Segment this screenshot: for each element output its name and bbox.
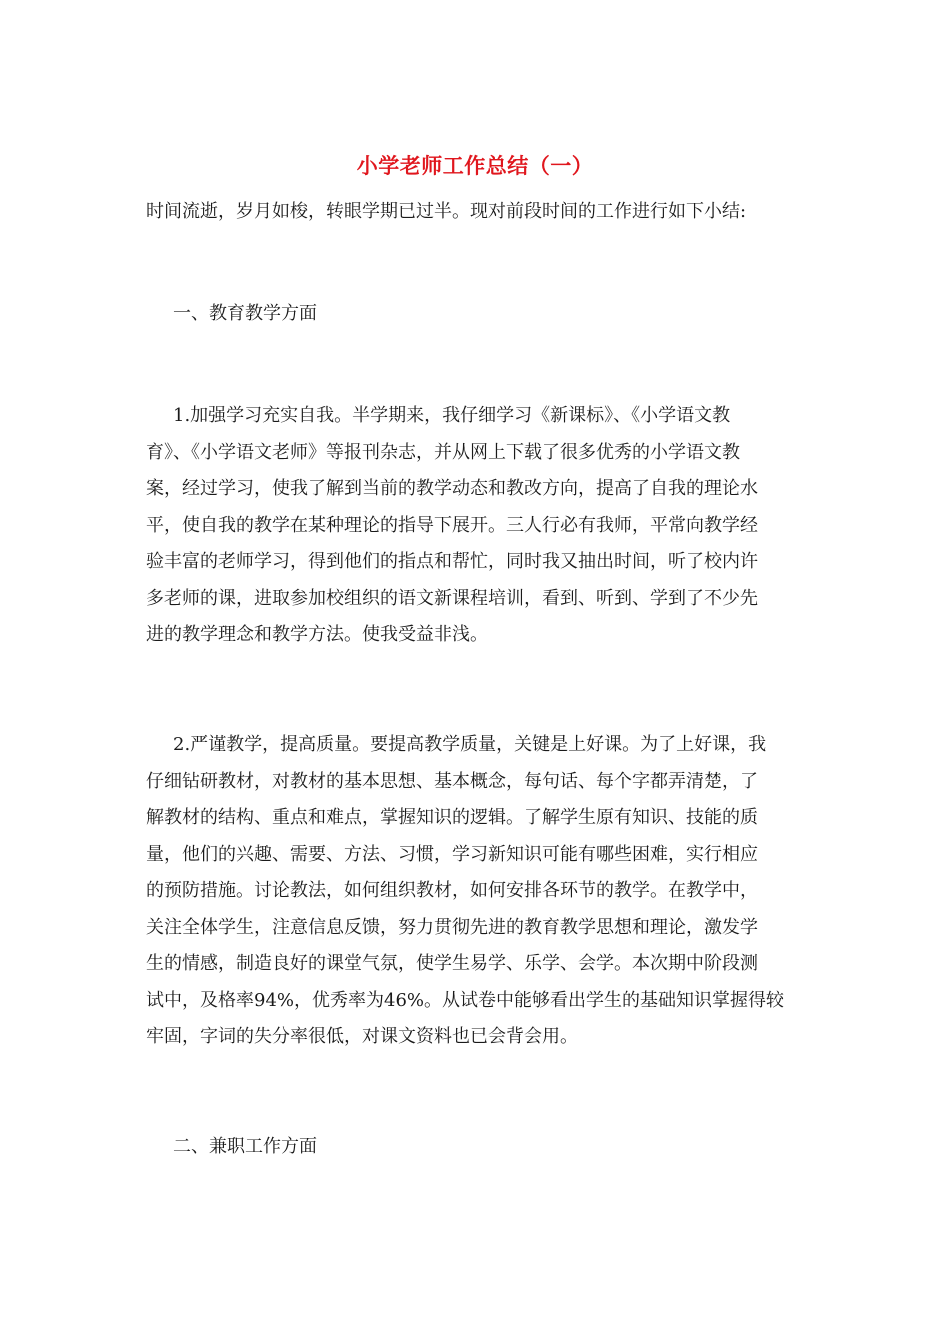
- paragraph-line: 的预防措施。讨论教法，如何组织教材，如何安排各环节的教学。在教学中，: [146, 880, 758, 901]
- paragraph-line: 生的情感，制造良好的课堂气氛，使学生易学、乐学、会学。本次期中阶段测: [146, 953, 758, 974]
- paragraph-line: 案，经过学习，使我了解到当前的教学动态和教改方向，提高了自我的理论水: [146, 478, 758, 499]
- paragraph-study: [146, 398, 806, 654]
- document-title: 小学老师工作总结（一）: [356, 153, 594, 178]
- paragraph-line: 牢固，字词的失分率很低，对课文资料也已会背会用。: [146, 1026, 578, 1047]
- paragraph-line: 试中，及格率94%，优秀率为46%。从试卷中能够看出学生的基础知识掌握得较: [146, 989, 785, 1011]
- paragraph-teaching-quality: [146, 727, 806, 1056]
- section-heading-teaching: 一、教育教学方面: [173, 303, 317, 324]
- paragraph-line: 多老师的课，进取参加校组织的语文新课程培训，看到、听到、学到了不少先: [146, 587, 758, 609]
- paragraph-line: 2.严谨教学，提高质量。要提高教学质量，关键是上好课。为了上好课，我: [173, 734, 767, 755]
- paragraph-line: 育》、《小学语文老师》等报刊杂志，并从网上下载了很多优秀的小学语文教: [146, 441, 740, 463]
- paragraph-line: 1.加强学习充实自我。半学期来，我仔细学习《新课标》、《小学语文教: [173, 405, 731, 426]
- intro-paragraph: 时间流逝，岁月如梭，转眼学期已过半。现对前段时间的工作进行如下小结:: [146, 201, 747, 222]
- paragraph-line: 平，使自我的教学在某种理论的指导下展开。三人行必有我师，平常向教学经: [146, 514, 758, 536]
- paragraph-line: 进的教学理念和教学方法。使我受益非浅。: [146, 624, 488, 645]
- paragraph-line: 量，他们的兴趣、需要、方法、习惯，学习新知识可能有哪些困难，实行相应: [146, 843, 758, 865]
- section-heading-parttime: 二、兼职工作方面: [173, 1136, 317, 1157]
- paragraph-line: 仔细钻研教材，对教材的基本思想、基本概念，每句话、每个字都弄清楚，了: [146, 770, 758, 792]
- paragraph-line: 解教材的结构、重点和难点，掌握知识的逻辑。了解学生原有知识、技能的质: [146, 807, 758, 828]
- paragraph-line: 关注全体学生，注意信息反馈，努力贯彻先进的教育教学思想和理论，激发学: [146, 916, 758, 938]
- paragraph-line: 验丰富的老师学习，得到他们的指点和帮忙，同时我又抽出时间，听了校内许: [146, 551, 758, 572]
